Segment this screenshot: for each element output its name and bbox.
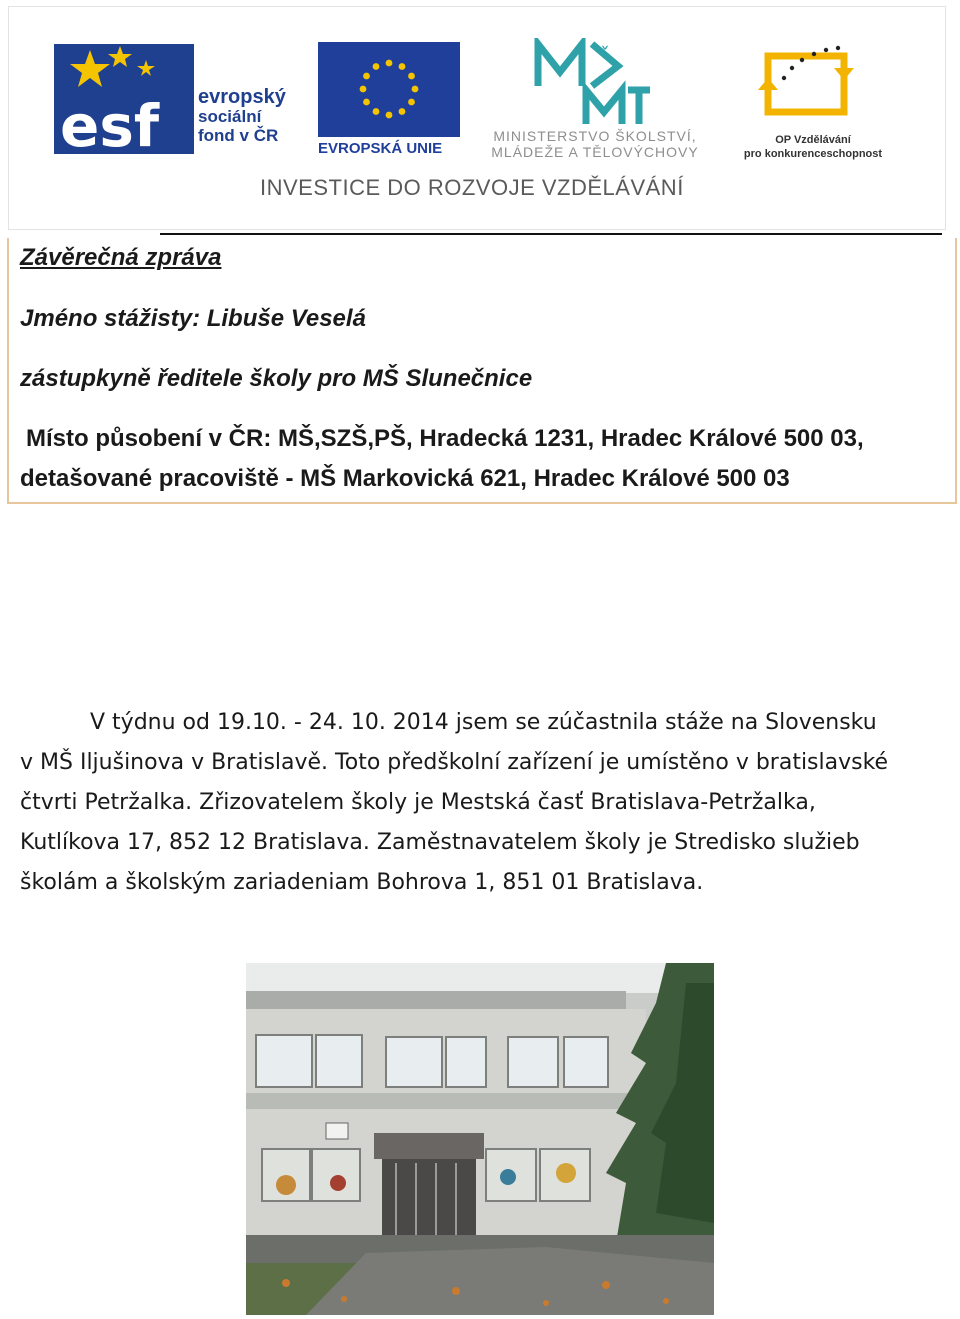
esf-line3: fond v ČR bbox=[198, 126, 279, 145]
body-paragraph bbox=[20, 703, 940, 903]
esf-logo bbox=[50, 38, 310, 168]
svg-text:esf: esf bbox=[60, 92, 160, 158]
msmt-line1: MINISTERSTVO ŠKOLSTVÍ, bbox=[493, 128, 697, 144]
opvk-logo bbox=[728, 38, 898, 168]
workplace-line: Místo působení v ČR: MŠ,SZŠ,PŠ, Hradecká 1231, Hradec Králové 500 03, bbox=[26, 425, 864, 452]
body-line: Kutlíkova 17, 852 12 Bratislava. Zaměstnavatelem školy je Stredisko služieb bbox=[20, 830, 860, 855]
report-title: Závěrečná zpráva bbox=[20, 244, 222, 271]
esf-mark-icon bbox=[50, 38, 200, 158]
msmt-monogram-icon bbox=[532, 38, 652, 128]
svg-text:ˇ: ˇ bbox=[600, 43, 610, 67]
branch-line: detašované pracoviště - MŠ Markovická 621, Hradec Králové 500 03 bbox=[20, 465, 790, 492]
investment-tagline: INVESTICE DO ROZVOJE VZDĚLÁVÁNÍ bbox=[260, 175, 684, 200]
msmt-logo bbox=[470, 38, 720, 168]
opvk-line2: pro konkurenceschopnost bbox=[743, 148, 883, 160]
body-line: v MŠ Iljušinova v Bratislavě. Toto předškolní zařízení je umístěno v bratislavské bbox=[20, 750, 889, 775]
opvk-text bbox=[728, 133, 898, 161]
body-line: V týdnu od 19.10. - 24. 10. 2014 jsem se zúčastnila stáže na Slovensku bbox=[90, 710, 877, 735]
trainee-name: Jméno stážisty: Libuše Veselá bbox=[20, 305, 366, 332]
msmt-text bbox=[470, 128, 720, 160]
opvk-mark-icon bbox=[754, 38, 864, 128]
kindergarten-building-photo bbox=[246, 963, 714, 1315]
eu-logo bbox=[318, 42, 460, 162]
esf-line2: sociální bbox=[198, 107, 262, 126]
trainee-role: zástupkyně ředitele školy pro MŠ Slunečnice bbox=[20, 365, 533, 392]
msmt-line2: MLÁDEŽE A TĚLOVÝCHOVY bbox=[491, 144, 699, 160]
eu-flag-icon bbox=[318, 42, 460, 137]
body-line: čtvrti Petržalka. Zřizovatelem školy je Mestská časť Bratislava-Petržalka, bbox=[20, 790, 816, 815]
eu-label: EVROPSKÁ UNIE bbox=[318, 140, 443, 157]
opvk-line1: OP Vzdělávání bbox=[775, 134, 851, 146]
body-line: školám a školským zariadeniam Bohrova 1, 851 01 Bratislava. bbox=[20, 870, 704, 895]
esf-text bbox=[198, 88, 286, 145]
header-divider bbox=[160, 233, 942, 235]
esf-line1: evropský bbox=[198, 86, 286, 108]
